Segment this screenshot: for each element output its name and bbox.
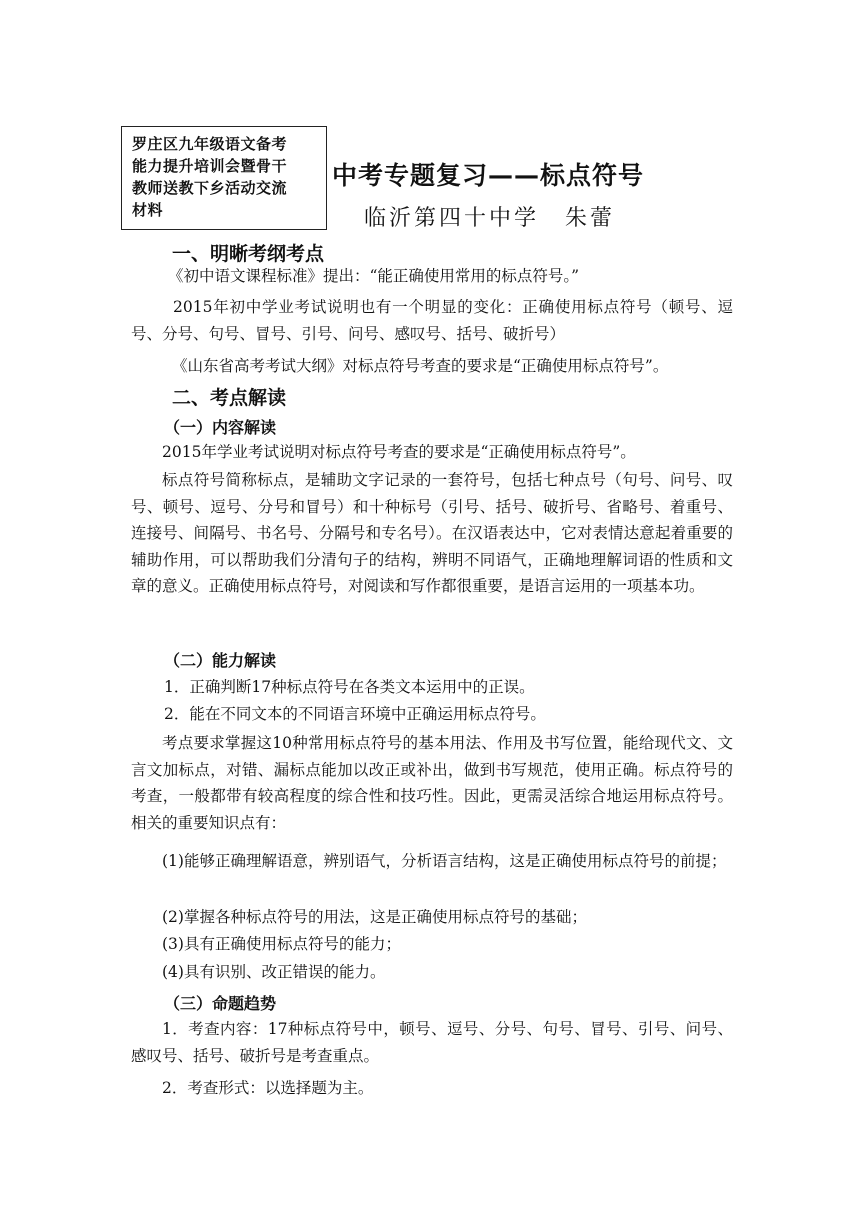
section-1-paragraph-2: 2015年初中学业考试说明也有一个明显的变化：正确使用标点符号（顿号、逗号、分号、句号、冒号、引号、问号、感叹号、括号、破折号） bbox=[131, 298, 733, 343]
section-1-paragraph-1: 《初中语文课程标准》提出：“能正确使用常用的标点符号。” bbox=[168, 267, 580, 285]
author-school: 临沂第四十中学 bbox=[364, 206, 540, 231]
knowledge-point-4: (4)具有识别、改正错误的能力。 bbox=[162, 963, 386, 981]
knowledge-point-1: (1)能够正确理解语意，辨别语气，分析语言结构，这是正确使用标点符号的前提； bbox=[162, 852, 727, 870]
content-paragraph-1: 2015年学业考试说明对标点符号考查的要求是“正确使用标点符号”。 bbox=[162, 443, 636, 461]
author-line bbox=[364, 201, 615, 232]
trend-item-1: 1．考查内容：17种标点符号中，顿号、逗号、分号、句号、冒号、引号、问号、感叹号、括号、破折号是考查重点。 bbox=[131, 1020, 733, 1065]
section-1-paragraph-3: 《山东省高考考试大纲》对标点符号考查的要求是“正确使用标点符号”。 bbox=[172, 357, 669, 375]
document-title: 中考专题复习——标点符号 bbox=[332, 161, 645, 190]
trend-item-2: 2．考查形式：以选择题为主。 bbox=[162, 1079, 374, 1097]
event-info-line-1: 罗庄区九年级语文备考 bbox=[132, 135, 288, 153]
subsection-ability-heading: （二）能力解读 bbox=[164, 651, 277, 670]
knowledge-point-2: (2)掌握各种标点符号的用法，这是正确使用标点符号的基础； bbox=[162, 908, 587, 926]
event-info-box bbox=[121, 126, 327, 230]
section-1-heading: 一、明晰考纲考点 bbox=[172, 243, 325, 265]
content-paragraph-2: 标点符号简称标点，是辅助文字记录的一套符号，包括七种点号（句号、问号、叹号、顿号、逗号、分号和冒号）和十种标号（引号、括号、破折号、省略号、着重号、连接号、间隔号、书名号、分隔号和专名号）。在汉语表达中，它对表情达意起着重要的辅助作用，可以帮助我们分清句子的结构，辨明不同语气，正确地理解词语的性质和文章的意义。正确使用标点符号，对阅读和写作都很重要，是语言运用的一项基本功。 bbox=[131, 471, 733, 595]
event-info-line-4: 材料 bbox=[132, 201, 164, 219]
ability-item-1: 1．正确判断17种标点符号在各类文本运用中的正误。 bbox=[164, 678, 535, 696]
subsection-content-heading: （一）内容解读 bbox=[164, 418, 277, 437]
event-info-line-3: 教师送教下乡活动交流 bbox=[132, 179, 288, 197]
author-name: 朱蕾 bbox=[565, 206, 616, 231]
ability-paragraph: 考点要求掌握这10种常用标点符号的基本用法、作用及书写位置，能给现代文、文言文加标点，对错、漏标点能加以改正或补出，做到书写规范，使用正确。标点符号的考查，一般都带有较高程度的综合性和技巧性。因此，更需灵活综合地运用标点符号。相关的重要知识点有： bbox=[131, 734, 733, 832]
ability-item-2: 2．能在不同文本的不同语言环境中正确运用标点符号。 bbox=[164, 705, 546, 723]
subsection-trend-heading: （三）命题趋势 bbox=[164, 994, 277, 1013]
section-2-heading: 二、考点解读 bbox=[172, 387, 287, 409]
event-info-line-2: 能力提升培训会暨骨干 bbox=[132, 157, 288, 175]
knowledge-point-3: (3)具有正确使用标点符号的能力； bbox=[162, 935, 401, 953]
